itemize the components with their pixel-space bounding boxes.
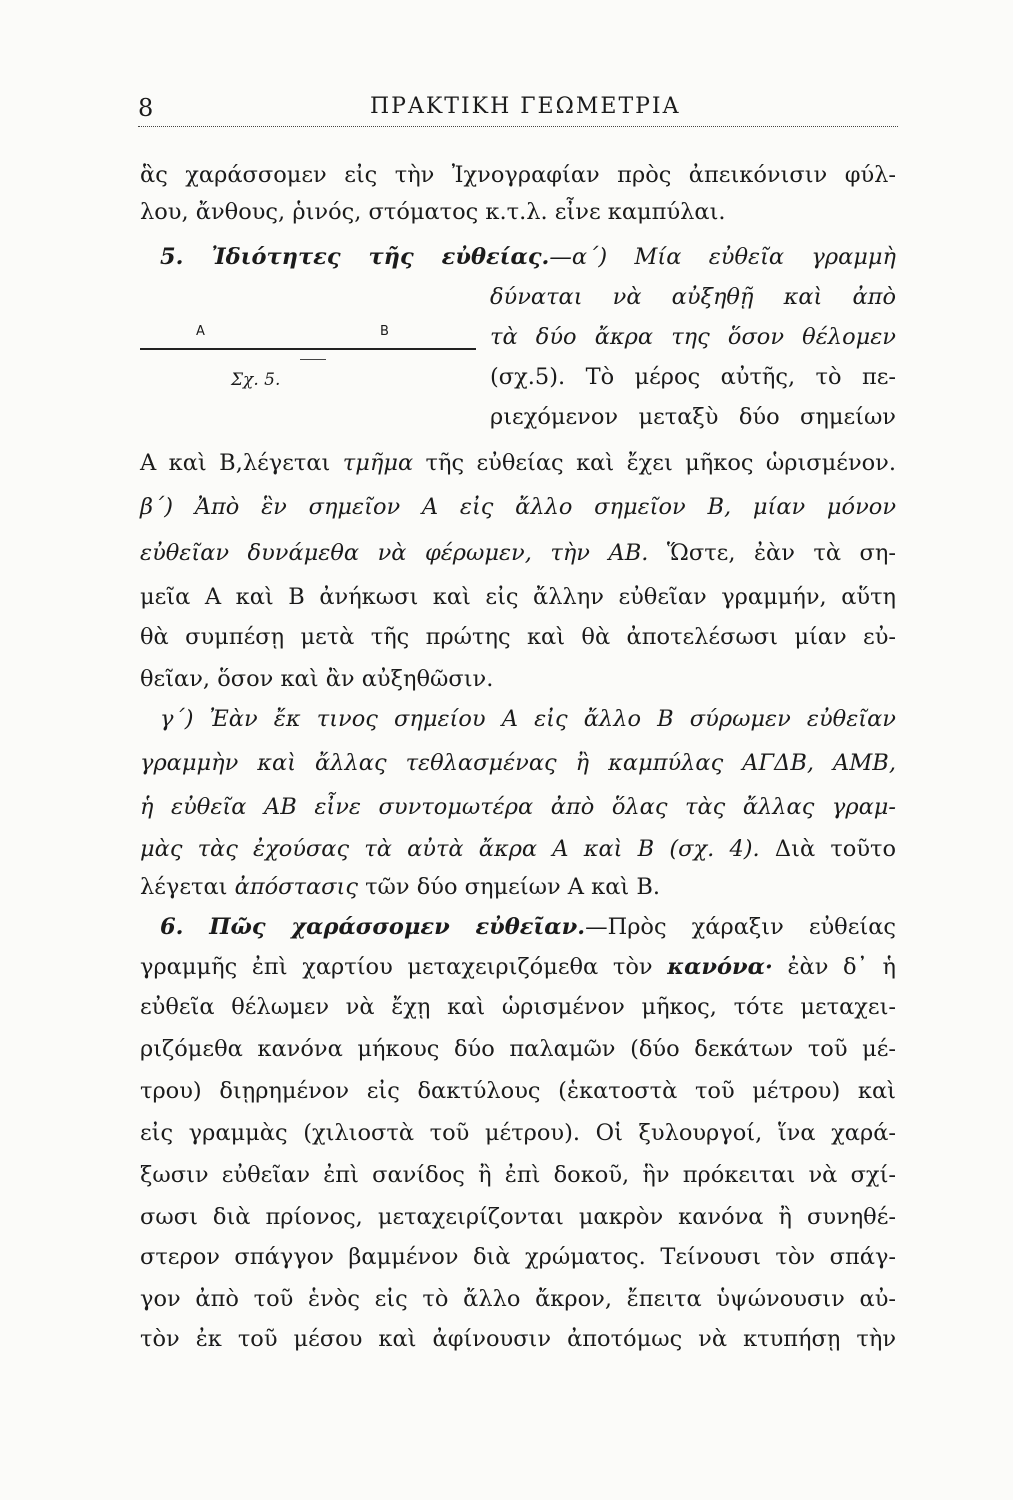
text-line (140, 1158, 896, 1192)
text-run: ἃς χαράσσομεν εἰς τὴν Ἰχνογραφίαν πρὸς ἀπεικόνισιν φύλ- (140, 162, 896, 188)
figure-point-b-label: B (380, 324, 389, 339)
text-run: 6. Πῶς χαράσσομεν εὐθεῖαν. (160, 914, 586, 940)
text-line (140, 195, 896, 229)
text-line (140, 490, 896, 524)
text-line (490, 360, 896, 394)
page-header (138, 86, 898, 127)
text-line (140, 870, 896, 904)
figure-caption: Σχ. 5. (231, 370, 281, 390)
text-run: θὰ συμπέσῃ μετὰ τῆς πρώτης καὶ θὰ ἀποτελέσωσι μίαν εὐ- (140, 624, 896, 650)
page-number: 8 (138, 94, 154, 122)
text-line (140, 662, 896, 696)
text-line (140, 1074, 896, 1108)
text-run: ξωσιν εὐθεῖαν ἐπὶ σανίδος ἢ ἐπὶ δοκοῦ, ἣν πρόκειται νὰ σχί- (140, 1162, 896, 1188)
text-line (140, 1032, 896, 1066)
text-run: τῶν δύο σημείων Α καὶ Β. (357, 874, 661, 900)
text-run: γ΄) Ἐὰν ἔκ τινος σημείου Α εἰς ἄλλο Β σύρωμεν εὐθεῖαν (160, 706, 896, 732)
text-run: Ὥστε, ἐὰν τὰ ση- (648, 540, 896, 566)
text-run: γραμμὴν καὶ ἄλλας τεθλασμένας ἢ καμπύλας ΑΓΔΒ, ΑΜΒ, (140, 750, 896, 776)
text-run: 5. Ἰδιότητες τῆς εὐθείας. (160, 244, 550, 270)
text-run: Διὰ τοῦτο (759, 836, 896, 862)
text-run: τὰ δύο ἄκρα της ὅσον θέλομεν (490, 324, 896, 350)
text-line (140, 1116, 896, 1150)
text-run: μὰς τὰς ἐχούσας τὰ αὐτὰ ἄκρα Α καὶ Β (σχ. 4). (140, 836, 760, 862)
text-run: θεῖαν, ὅσον καὶ ἂν αὐξηθῶσιν. (140, 666, 494, 692)
figure-5-straight-line (140, 320, 480, 460)
text-line (490, 400, 896, 434)
running-title: ΠΡΑΚΤΙΚΗ ΓΕΩΜΕΤΡΙΑ (370, 94, 681, 119)
text-run: εὐθεῖαν δυνάμεθα νὰ φέρωμεν, τὴν ΑΒ. (140, 540, 649, 566)
figure-tick-mark (300, 359, 326, 360)
text-run: τρου) διῃρημένον εἰς δακτύλους (ἑκατοστὰ τοῦ μέτρου) καὶ (140, 1078, 896, 1104)
figure-point-a-label: A (196, 324, 205, 339)
text-run: λέγεται (140, 874, 235, 900)
text-run: κανόνα· (667, 954, 773, 980)
text-line (140, 1322, 896, 1356)
text-line (140, 620, 896, 654)
text-line (140, 990, 896, 1024)
text-run: τῆς εὐθείας καὶ ἔχει μῆκος ὡρισμένον. (413, 450, 896, 476)
text-run: εἰς γραμμὰς (χιλιοστὰ τοῦ μέτρου). Οἱ ξυλουργοί, ἵνα χαρά- (140, 1120, 896, 1146)
text-run: ἀπόστασις (234, 874, 358, 900)
text-run: —Πρὸς χάραξιν εὐθείας (585, 914, 897, 940)
text-run: τμῆμα (342, 450, 414, 476)
text-line (160, 702, 896, 736)
text-run: γραμμῆς ἐπὶ χαρτίου μεταχειριζόμεθα τὸν (140, 954, 668, 980)
text-run: λου, ἄνθους, ῥινός, στόματος κ.τ.λ. εἶνε καμπύλαι. (140, 199, 726, 225)
text-line (140, 832, 896, 866)
section-5-heading-line (160, 240, 896, 274)
text-run: ἡ εὐθεῖα ΑΒ εἶνε συντομωτέρα ἀπὸ ὅλας τὰς ἄλλας γραμ- (140, 794, 896, 820)
text-line (140, 446, 896, 480)
text-line (140, 1200, 896, 1234)
text-run: Α καὶ Β,λέγεται (140, 450, 343, 476)
text-run: τὸν ἐκ τοῦ μέσου καὶ ἀφίνουσιν ἀποτόμως νὰ κτυπήσῃ τὴν (140, 1326, 896, 1352)
text-run: (σχ.5). Τὸ μέρος αὐτῆς, τὸ πε- (490, 364, 896, 390)
text-run: β΄) Ἀπὸ ἓν σημεῖον Α εἰς ἄλλο σημεῖον Β, μίαν μόνον (140, 494, 896, 520)
text-run: ἐὰν δ᾽ ἡ (772, 954, 896, 980)
text-run: στερον σπάγγον βαμμένον διὰ χρώματος. Τείνουσι τὸν σπάγ- (140, 1244, 896, 1270)
text-line (140, 1282, 896, 1316)
text-line (140, 950, 896, 984)
text-run: ριεχόμενον μεταξὺ δύο σημείων (490, 404, 896, 430)
text-line (140, 790, 896, 824)
text-run: μεῖα Α καὶ Β ἀνήκωσι καὶ εἰς ἄλλην εὐθεῖαν γραμμήν, αὕτη (140, 584, 896, 610)
text-line (140, 158, 896, 192)
text-line (140, 536, 896, 570)
text-line (140, 746, 896, 780)
text-run: δύναται νὰ αὐξηθῇ καὶ ἀπὸ (490, 284, 896, 310)
text-line (490, 280, 896, 314)
text-line (140, 1240, 896, 1274)
text-run: γον ἀπὸ τοῦ ἑνὸς εἰς τὸ ἄλλο ἄκρον, ἔπειτα ὑψώνουσιν αὐ- (140, 1286, 896, 1312)
section-6-heading-line (160, 910, 896, 944)
text-line (490, 320, 896, 354)
text-run: σωσι διὰ πρίονος, μεταχειρίζονται μακρὸν κανόνα ἢ συνηθέ- (140, 1204, 896, 1230)
figure-line-segment (140, 348, 476, 350)
text-run: ριζόμεθα κανόνα μήκους δύο παλαμῶν (δύο δεκάτων τοῦ μέ- (140, 1036, 896, 1062)
text-run: εὐθεῖα θέλωμεν νὰ ἔχῃ καὶ ὡρισμένον μῆκος, τότε μεταχει- (140, 994, 896, 1020)
text-run: —α΄) Μία εὐθεῖα γραμμὴ (549, 244, 896, 270)
text-line (140, 580, 896, 614)
